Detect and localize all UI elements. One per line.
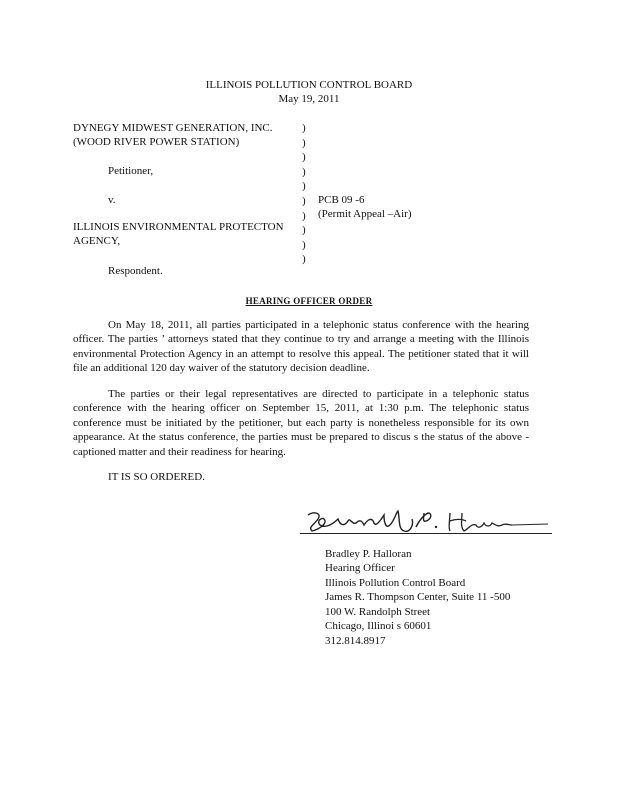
signer-phone: 312.814.8917 [325,635,386,647]
case-type: (Permit Appeal –Air) [318,208,412,220]
respondent-name-line-2: AGENCY, [73,235,121,247]
caption-bracket: ) [302,224,306,237]
caption-bracket: ) [302,238,306,251]
caption-bracket: ) [302,122,306,134]
caption-bracket: ) [302,136,306,149]
caption-bracket: ) [302,180,306,193]
caption-bracket: ) [302,151,306,164]
board-name-heading: ILLINOIS POLLUTION CONTROL BOARD [205,79,413,91]
order-paragraph-2: The parties or their legal representatives are directed to participate in a telephonic status conference with the hearing officer on September 15, 2011, at 1:30 p.m. The telephonic status conference must be initiated by the petitioner, but each party is nonetheless responsible for its own appearance. At the status conference, the parties must be prepared to discus s the status of the above -captioned matter and their readiness for hearing. [73,388,529,458]
signer-title: Hearing Officer [325,562,395,574]
order-date: May 19, 2011 [278,93,340,105]
order-paragraph-1: On May 18, 2011, all parties participated in a telephonic status conference with the hearing officer. The parties ’ attorneys stated that they continue to try and arrange a meeting with the Illinois environmental Protection Agency in an attempt to resolve this appeal. The petitioner stated that it will file an additional 120 day waiver of the statutory decision deadline. [73,319,529,375]
respondent-name-line-1: ILLINOIS ENVIRONMENTAL PROTECTON [73,221,284,233]
caption-bracket-column [302,121,310,267]
petitioner-label: Petitioner, [108,165,154,177]
caption-bracket: ) [302,253,306,266]
petitioner-name-line-1: DYNEGY MIDWEST GENERATION, INC. [73,122,273,134]
order-title: HEARING OFFICER ORDER [245,296,373,306]
caption-bracket: ) [302,194,306,207]
signer-building: James R. Thompson Center, Suite 11 -500 [325,591,511,603]
signer-street: 100 W. Randolph Street [325,606,431,618]
case-number: PCB 09 -6 [318,194,365,206]
signature-line [300,533,552,534]
closing-statement: IT IS SO ORDERED. [108,471,205,483]
signer-name: Bradley P. Halloran [325,548,412,560]
respondent-label: Respondent. [108,265,163,277]
signer-organization: Illinois Pollution Control Board [325,577,466,589]
signer-city: Chicago, Illinoi s 60601 [325,620,432,632]
caption-bracket: ) [302,165,306,178]
versus-label: v. [108,194,116,206]
petitioner-name-line-2: (WOOD RIVER POWER STATION) [73,136,240,148]
caption-bracket: ) [302,209,306,222]
